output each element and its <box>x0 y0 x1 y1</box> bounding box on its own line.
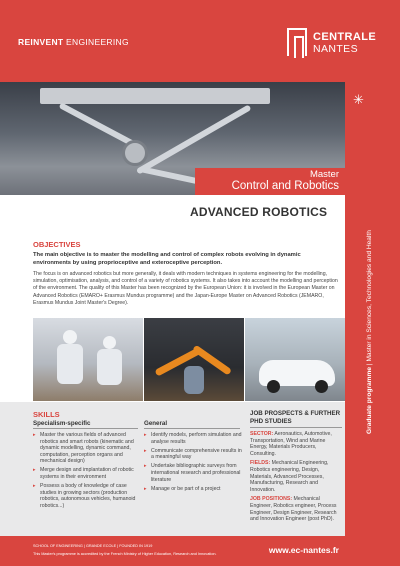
humanoid-body-2 <box>97 349 122 385</box>
footer-school-line: SCHOOL OF ENGINEERING | GRANDE ECOLE | FOUNDED IN 1919 <box>33 544 153 548</box>
footer-accreditation-line: This Master's programme is accredited by the French Ministry of Higher Education, Research and Innovation. <box>33 552 217 556</box>
car-wheel-rear <box>315 380 328 393</box>
robot-base <box>184 366 204 394</box>
robot-arms-photo <box>144 318 244 401</box>
footer-band <box>0 536 345 566</box>
objectives-heading: OBJECTIVES <box>33 240 81 249</box>
programme-title-box <box>195 168 345 195</box>
list-item: ▸ Master the various fields of advanced robotics and smart robots (kinematic and dynamic modelling, dynamic command, computation, perception organs and mechanical design) <box>33 432 141 465</box>
header-band <box>0 0 400 82</box>
list-item: ▸ Merge design and implantation of robotic systems in their environment <box>33 467 141 480</box>
sidebar-programme-label: Graduate programme | Master in Sciences, Technologies and Health <box>366 230 373 434</box>
jobs-divider <box>250 427 342 428</box>
humanoid-head-2 <box>103 336 116 349</box>
specialism-list <box>33 432 141 512</box>
positions-paragraph: JOB POSITIONS: Mechanical Engineer, Robotics engineer, Process Engineer, Design Engineer, Research and Innovation Engineer (post PhD). <box>250 496 337 523</box>
centrale-nantes-logo <box>287 28 377 58</box>
electric-car-photo <box>245 318 345 401</box>
asterisk-icon: ✳ <box>353 92 364 107</box>
website-link[interactable]: www.ec-nantes.fr <box>268 545 339 555</box>
job-prospects-heading: JOB PROSPECTS & FURTHER PHD STUDIES <box>250 410 341 425</box>
general-divider <box>144 428 240 429</box>
robot-top-plate <box>40 88 270 104</box>
objectives-lead: The main objective is to master the modelling and control of complex robots evolving in dynamic environments by using proprioceptive and exteroceptive perception. <box>33 252 301 266</box>
humanoid-body <box>57 344 83 384</box>
humanoid-head <box>63 330 77 344</box>
programme-title: Control and Robotics <box>231 180 339 192</box>
list-item: ▸ Identify models, perform simulation and analyse results <box>144 432 242 445</box>
list-item: ▸ Possess a body of knowledge of case studies in growing sectors (production robotics, autonomous vehicles, humanoid robotics...) <box>33 483 141 509</box>
robot-arm-right <box>136 104 252 174</box>
logo-line1: CENTRALE <box>313 31 377 43</box>
list-item: ▸ Communicate comprehensive results in a meaningful way <box>144 448 242 461</box>
master-label: Master <box>309 169 339 180</box>
course-title: ADVANCED ROBOTICS <box>190 205 328 219</box>
general-heading: General <box>144 420 168 427</box>
fields-paragraph: FIELDS: Mechanical Engineering, Robotics engineering, Design, Materials, Advanced Processes, Manufacturing, Research and Innovation. <box>250 460 329 493</box>
humanoid-robots-photo <box>33 318 143 401</box>
general-list <box>144 432 242 495</box>
list-item: ▸ Undertake bibliographic surveys from international research and professional literature <box>144 463 242 483</box>
car-wheel-front <box>267 380 280 393</box>
robot-effector-hub <box>122 140 148 166</box>
logo-line2: NANTES <box>313 43 358 55</box>
sidebar-band <box>345 82 400 566</box>
specialism-divider <box>33 428 138 429</box>
objectives-body: The focus is on advanced robotics but more generally, it deals with modern techniques in systems engineering for the modelling, simulation, optimisation, analysis, and control of a variety of robotics systems. It also takes into account the modelling and perception of the environment. The quality of this Master has been recognized by the European Union: it is involved in the European Master on Advanced Robotics (EMARO+ Erasmus Mundus programme) and the Japan-Europe Master on Advanced Robotics (JEMARO, Erasmus Mundus Joint Master's Degree). <box>33 271 338 306</box>
skills-heading: SKILLS <box>33 410 60 419</box>
logo-mark-icon <box>287 28 307 56</box>
job-prospects <box>250 410 342 526</box>
specialism-heading: Specialism-specific <box>33 420 91 427</box>
sector-paragraph: SECTOR: Aeronautics, Automotive, Transportation, Wind and Marine Energy, Materials Producers, Consulting. <box>250 431 332 457</box>
reinvent-engineering-tagline: REINVENT ENGINEERING <box>18 37 129 47</box>
list-item: ▸ Manage or be part of a project <box>144 486 242 493</box>
